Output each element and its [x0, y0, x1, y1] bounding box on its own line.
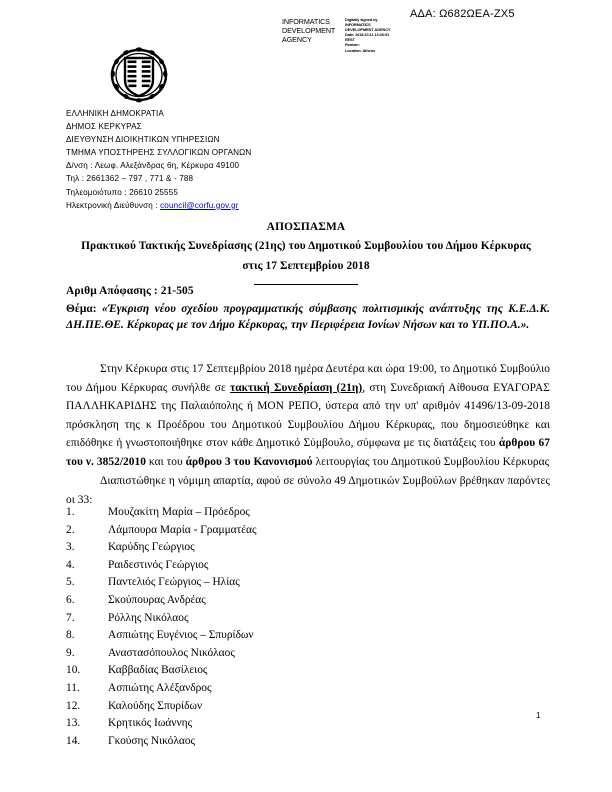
list-item: [66, 504, 486, 522]
list-item: [66, 662, 486, 680]
law-reference-2: άρθρου 3 του Κανονισμού: [185, 455, 313, 468]
list-item: [66, 592, 486, 610]
list-item: [66, 627, 486, 645]
list-item-index: 7.: [66, 611, 75, 624]
list-item-name: Ασπιώτης Αλέξανδρος: [108, 681, 212, 694]
letterhead-fax: Τηλεομοιότυπο : 26610 25555: [66, 187, 179, 197]
coat-of-arms-icon: [108, 44, 170, 106]
list-item-index: 4.: [66, 558, 75, 571]
list-item-name: Καρύδης Γεώργιος: [108, 541, 195, 554]
list-item-index: 13.: [66, 717, 81, 730]
list-item-index: 14.: [66, 734, 81, 747]
list-item-index: 1.: [66, 506, 75, 518]
list-item: [66, 610, 486, 628]
para1-part-b: , στη Συνεδριακή Αίθουσα ΕΥΑΓΟΡΑΣ ΠΑΛΛΗΚΑΡΙΔΗΣ της Παλαιόπολης ή ΜΟΝ ΡΕΠΟ, ύστερα από την υπ' αριθμόν 41496/13-09-2018 πρόσκληση της κ Προέδρου του Δημοτικού Συμβουλίου Δήμου Κέρκυρας, που δημοσιεύθηκε και επιδόθηκε ή γνωστοποιήθηκε στον κάθε Δημοτικό Σύμβουλο, σύμφωνα με τις διατάξεις του: [66, 381, 550, 450]
list-item: [66, 539, 486, 557]
letterhead-line-municipality: ΔΗΜΟΣ ΚΕΡΚΥΡΑΣ: [66, 122, 142, 132]
list-item: [66, 645, 486, 663]
signature-detail-line: Digitally signed by: [345, 17, 378, 22]
signature-detail-line: DEVELOPMENT AGENCY: [345, 27, 391, 33]
letterhead-line-directorate: ΔΙΕΥΘΥΝΣΗ ΔΙΟΙΚΗΤΙΚΩΝ ΥΠΗΡΕΣΙΩΝ: [66, 135, 220, 145]
list-item: [66, 574, 486, 592]
list-item-name: Κρητικός Ιωάννης: [108, 717, 193, 730]
page-number: 1: [536, 711, 541, 720]
list-item-index: 3.: [66, 541, 75, 554]
title-line-1: Πρακτικού Τακτικής Συνεδρίασης (21ης) του Δημοτικού Συμβουλίου του Δήμου Κέρκυρας: [81, 240, 531, 252]
list-item-index: 6.: [66, 593, 75, 606]
title-block: [62, 219, 550, 285]
subject-label: Θέμα:: [66, 303, 97, 315]
letterhead-phone: Τηλ : 2661362 – 797 , 771 & - 788: [66, 174, 194, 184]
title-line-2: στις 17 Σεπτεμβρίου 2018: [242, 259, 370, 272]
page-title: ΑΠΟΣΠΑΣΜΑ: [266, 221, 346, 233]
signature-detail-line: INFORMATICS: [345, 22, 371, 28]
list-item-index: 9.: [66, 646, 75, 659]
signature-agency-name: INFORMATICS DEVELOPMENT AGENCY: [282, 17, 336, 45]
email-link[interactable]: council@corfu.gov.gr: [160, 200, 239, 210]
quorum-text: Διαπιστώθηκε η νόμιμη απαρτία, αφού σε σύνολο 49 Δημοτικών Συμβούλων βρέθηκαν παρόντες οι 33:: [66, 475, 550, 506]
list-item-name: Αναστασόπουλος Νικόλαος: [108, 646, 235, 659]
list-item-name: Σκούπουρας Ανδρέας: [108, 593, 206, 606]
law-reference-1: άρθρου 67 του ν. 3852/2010: [66, 437, 550, 468]
signature-detail-line: Date: 2018.10.11 13:26:51: [345, 32, 390, 38]
list-item: [66, 557, 486, 575]
list-item: [66, 698, 486, 716]
attendee-list: [66, 504, 486, 750]
signature-detail-line: Reason:: [345, 42, 360, 48]
list-item: [66, 715, 486, 733]
body-paragraph-session: [66, 360, 550, 472]
letterhead: [66, 107, 251, 212]
letterhead-email-label: Ηλεκτρονική Διεύθυνση :: [66, 200, 158, 210]
decision-subject: [66, 301, 550, 334]
letterhead-address: Δ/νση : Λεωφ. Αλεξάνδρας 6η, Κέρκυρα 49100: [66, 161, 240, 171]
letterhead-line-department: ΤΜΗΜΑ ΥΠΟΣΤΗΡΕΗΣ ΣΥΛΛΟΓΙΚΩΝ ΟΡΓΑΝΩΝ: [66, 148, 252, 158]
list-item-index: 11.: [66, 681, 80, 694]
letterhead-email-row: [66, 199, 251, 212]
list-item-name: Ασπιώτης Ευγένιος – Σπυρίδων: [108, 629, 254, 642]
signature-detail-line: Location: Athens: [345, 47, 376, 53]
list-item-name: Καββαδίας Βασίλειος: [108, 664, 208, 677]
list-item-name: Μουζακίτη Μαρία – Πρόεδρος: [108, 506, 250, 518]
session-type-emphasis: τακτική Συνεδρίαση (21η): [229, 381, 363, 394]
list-item-name: Λάμπουρα Μαρία - Γραμματέας: [108, 523, 257, 536]
subject-text: «Έγκριση νέου σχεδίου προγραμματικής σύμβασης πολιτισμικής ανάπτυξης της Κ.Ε.Δ.Κ. ΔΗ.ΠΕ.ΘΕ. Κέρκυρας με τον Δήμο Κέρκυρας, την Περιφέρεια Ιονίων Νήσων και το ΥΠ.ΠΟ.Α.».: [66, 303, 550, 332]
list-item-index: 10.: [66, 664, 81, 677]
list-item-index: 2.: [66, 523, 75, 536]
list-item-name: Ρόλλης Νικόλαος: [108, 611, 189, 624]
list-item-index: 8.: [66, 629, 75, 642]
letterhead-line-republic: ΕΛΛΗΝΙΚΗ ΔΗΜΟΚΡΑΤΙΑ: [66, 109, 164, 118]
signature-details: [345, 17, 409, 53]
list-item-name: Γκούσης Νικόλαος: [108, 734, 196, 747]
ada-code: ΑΔΑ: Ω682ΩΕΑ-ΖΧ5: [410, 8, 515, 20]
list-item: [66, 680, 486, 698]
list-item-name: Καλούδης Σπυρίδων: [108, 699, 203, 712]
decision-number: Αριθμ Απόφασης : 21-505: [66, 285, 194, 297]
list-item: [66, 733, 486, 751]
title-divider: [254, 284, 358, 285]
para1-part-d: λειτουργίας του Δημοτικού Συμβουλίου Κέρκυρας: [312, 455, 550, 468]
list-item-name: Ραιδεστινός Γεώργιος: [108, 558, 209, 571]
para1-part-c: και του: [146, 455, 186, 468]
list-item: [66, 522, 486, 540]
list-item-name: Παντελιός Γεώργιος – Ηλίας: [108, 576, 240, 589]
list-item-index: 12.: [66, 699, 81, 712]
list-item-index: 5.: [66, 576, 75, 589]
signature-detail-line: EEST: [345, 37, 355, 43]
para1-part-a: Στην Κέρκυρα στις 17 Σεπτεμβρίου 2018 ημέρα Δευτέρα και ώρα 19:00, το Δημοτικό Συμβούλιο του Δήμου Κέρκυρας συνήλθε σε: [66, 363, 550, 394]
digital-signature-block: [282, 17, 410, 53]
